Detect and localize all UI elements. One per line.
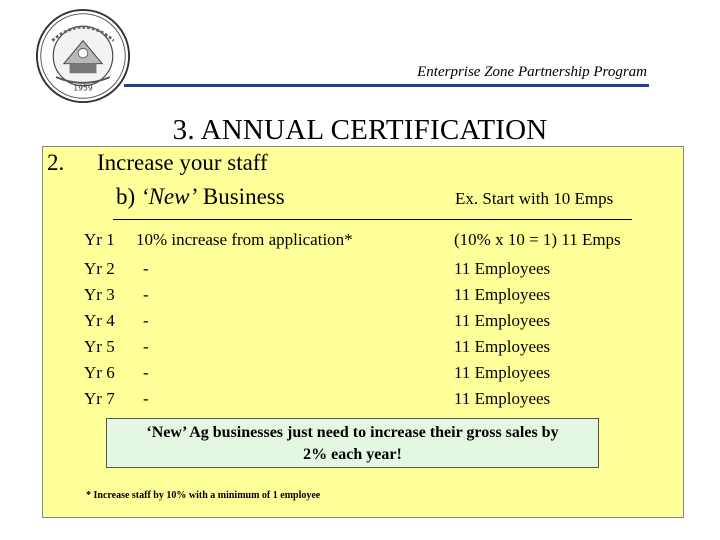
row-value: 11 Employees [454,337,551,356]
row-value: 11 Employees [454,285,551,304]
year-label: Yr 4 [84,311,115,330]
state-seal-logo [35,8,131,104]
year-label: Yr 3 [84,285,115,304]
year-label: Yr 2 [84,259,115,278]
table-row [0,363,720,387]
table-row [0,285,720,309]
callout-line-1: ‘New’ Ag businesses just need to increase their gross sales by [146,424,559,441]
example-note: Ex. Start with 10 Emps [455,189,614,208]
row-description: - [143,363,149,382]
row-description: - [143,389,149,408]
row-value: 11 Employees [454,311,551,330]
footnote: * Increase staff by 10% with a minimum of 1 employee [86,490,321,501]
sub-heading [116,184,285,210]
row-value: 11 Employees [454,259,551,278]
row-value: 11 Employees [454,389,551,408]
sub-heading-italic: ‘New’ [140,184,198,209]
program-name: Enterprise Zone Partnership Program [417,64,647,80]
callout-line-2: 2% each year! [303,446,402,463]
year-label: Yr 6 [84,363,115,382]
table-row [0,311,720,335]
section-heading: Increase your staff [97,150,268,175]
table-row [0,259,720,283]
table-row [0,230,720,254]
section-number: 2. [47,150,65,175]
page-title: 3. ANNUAL CERTIFICATION [172,114,548,146]
year-label: Yr 5 [84,337,115,356]
row-description: - [143,259,149,278]
row-value: 11 Employees [454,363,551,382]
table-row [0,389,720,413]
sub-heading-prefix: b) [116,184,141,209]
sub-heading-suffix: Business [197,184,285,209]
seal-year: 1959 [73,83,93,93]
row-description: - [143,337,149,356]
row-description: - [143,311,149,330]
ag-business-callout [106,418,599,468]
section-rule [113,219,632,220]
year-label: Yr 7 [84,389,115,408]
row-description: 10% increase from application* [136,230,353,249]
header-rule [124,84,649,87]
year-label: Yr 1 [84,230,115,249]
row-description: - [143,285,149,304]
table-row [0,337,720,361]
row-value: (10% x 10 = 1) 11 Emps [454,230,621,249]
